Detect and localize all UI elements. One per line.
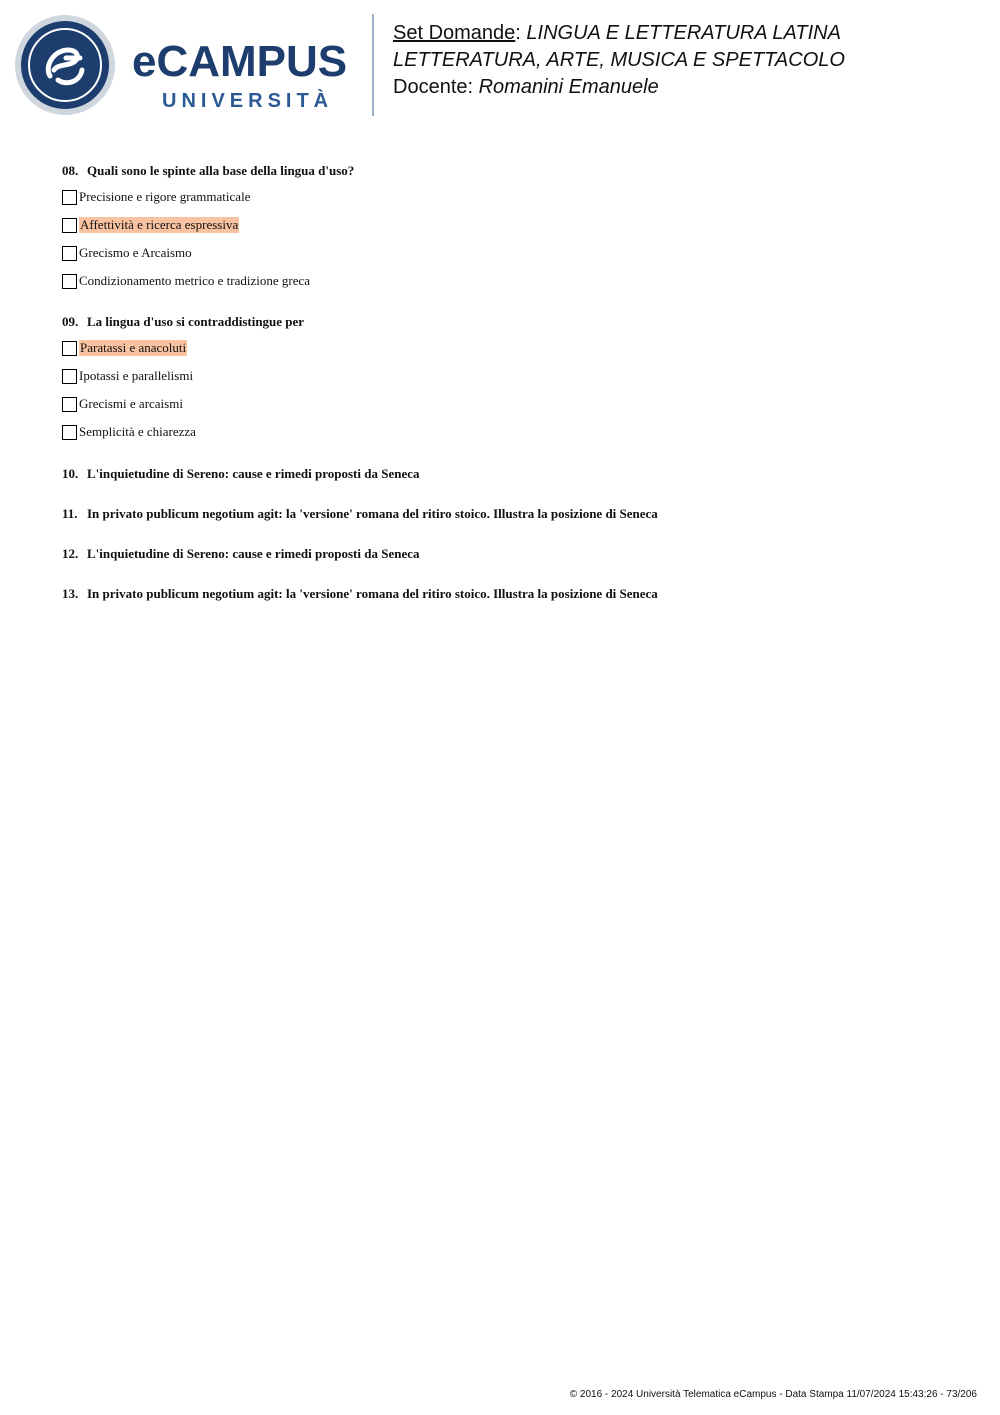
question-title: [62, 162, 962, 180]
answer-option[interactable]: [62, 216, 962, 234]
option-label: Grecismi e arcaismi: [79, 396, 183, 411]
question-08: [62, 162, 962, 290]
option-label-highlighted: Affettività e ricerca espressiva: [80, 217, 239, 232]
option-label: Semplicità e chiarezza: [79, 424, 196, 439]
question-text: In privato publicum negotium agit: la 'versione' romana del ritiro stoico. Illustra la posizione di Seneca: [87, 506, 658, 521]
option-label: Condizionamento metrico e tradizione greca: [79, 273, 311, 288]
question-text: La lingua d'uso si contraddistingue per: [87, 314, 305, 329]
course-line-2: [393, 47, 845, 74]
logo-wordmark: eCAMPUS: [132, 37, 348, 86]
option-label: Precisione e rigore grammaticale: [79, 189, 251, 204]
question-10: [62, 465, 962, 483]
set-label: Set Domande: [393, 22, 516, 44]
checkbox[interactable]: [62, 341, 77, 356]
answer-option[interactable]: [62, 423, 962, 441]
teacher-name: Romanini Emanuele: [478, 76, 659, 98]
question-text: Quali sono le spinte alla base della lingua d'uso?: [87, 163, 355, 178]
question-number: 09.: [62, 314, 79, 329]
question-12: [62, 545, 962, 563]
question-number: 08.: [62, 163, 79, 178]
header-info: [393, 20, 845, 101]
question-number: 11.: [62, 506, 78, 521]
question-11: [62, 505, 962, 523]
option-label: Ipotassi e parallelismi: [79, 368, 194, 383]
checkbox[interactable]: [62, 190, 77, 205]
question-text: In privato publicum negotium agit: la 'versione' romana del ritiro stoico. Illustra la posizione di Seneca: [87, 586, 658, 601]
header-divider: [372, 14, 374, 116]
page-header: [0, 0, 1000, 130]
question-text: L'inquietudine di Sereno: cause e rimedi proposti da Seneca: [87, 466, 420, 481]
option-label: Grecismo e Arcaismo: [79, 245, 192, 260]
teacher-line: [393, 74, 845, 101]
course-title-2: LETTERATURA, ARTE, MUSICA E SPETTACOLO: [393, 49, 845, 71]
page-footer: © 2016 - 2024 Università Telematica eCampus - Data Stampa 11/07/2024 15:43:26 - 73/206: [569, 1389, 977, 1400]
answer-option[interactable]: [62, 244, 962, 262]
checkbox[interactable]: [62, 218, 77, 233]
question-13: [62, 585, 962, 603]
checkbox[interactable]: [62, 274, 77, 289]
answer-option[interactable]: [62, 188, 962, 206]
teacher-label: Docente:: [393, 76, 479, 98]
checkbox[interactable]: [62, 369, 77, 384]
course-line-1: [393, 20, 845, 47]
ecampus-logo: [14, 14, 364, 116]
questions-list: [62, 162, 962, 603]
answer-option[interactable]: [62, 367, 962, 385]
question-title: [62, 313, 962, 331]
checkbox[interactable]: [62, 425, 77, 440]
question-number: 10.: [62, 466, 79, 481]
checkbox[interactable]: [62, 397, 77, 412]
checkbox[interactable]: [62, 246, 77, 261]
set-separator: :: [515, 22, 527, 44]
question-text: L'inquietudine di Sereno: cause e rimedi proposti da Seneca: [87, 546, 420, 561]
option-label-highlighted: Paratassi e anacoluti: [80, 340, 187, 355]
course-title-1: LINGUA E LETTERATURA LATINA: [526, 22, 841, 44]
logo-subtitle: UNIVERSITÀ: [162, 90, 334, 112]
answer-option[interactable]: [62, 395, 962, 413]
question-number: 13.: [62, 586, 79, 601]
question-09: [62, 313, 962, 441]
question-number: 12.: [62, 546, 79, 561]
answer-option[interactable]: [62, 272, 962, 290]
answer-option[interactable]: [62, 339, 962, 357]
